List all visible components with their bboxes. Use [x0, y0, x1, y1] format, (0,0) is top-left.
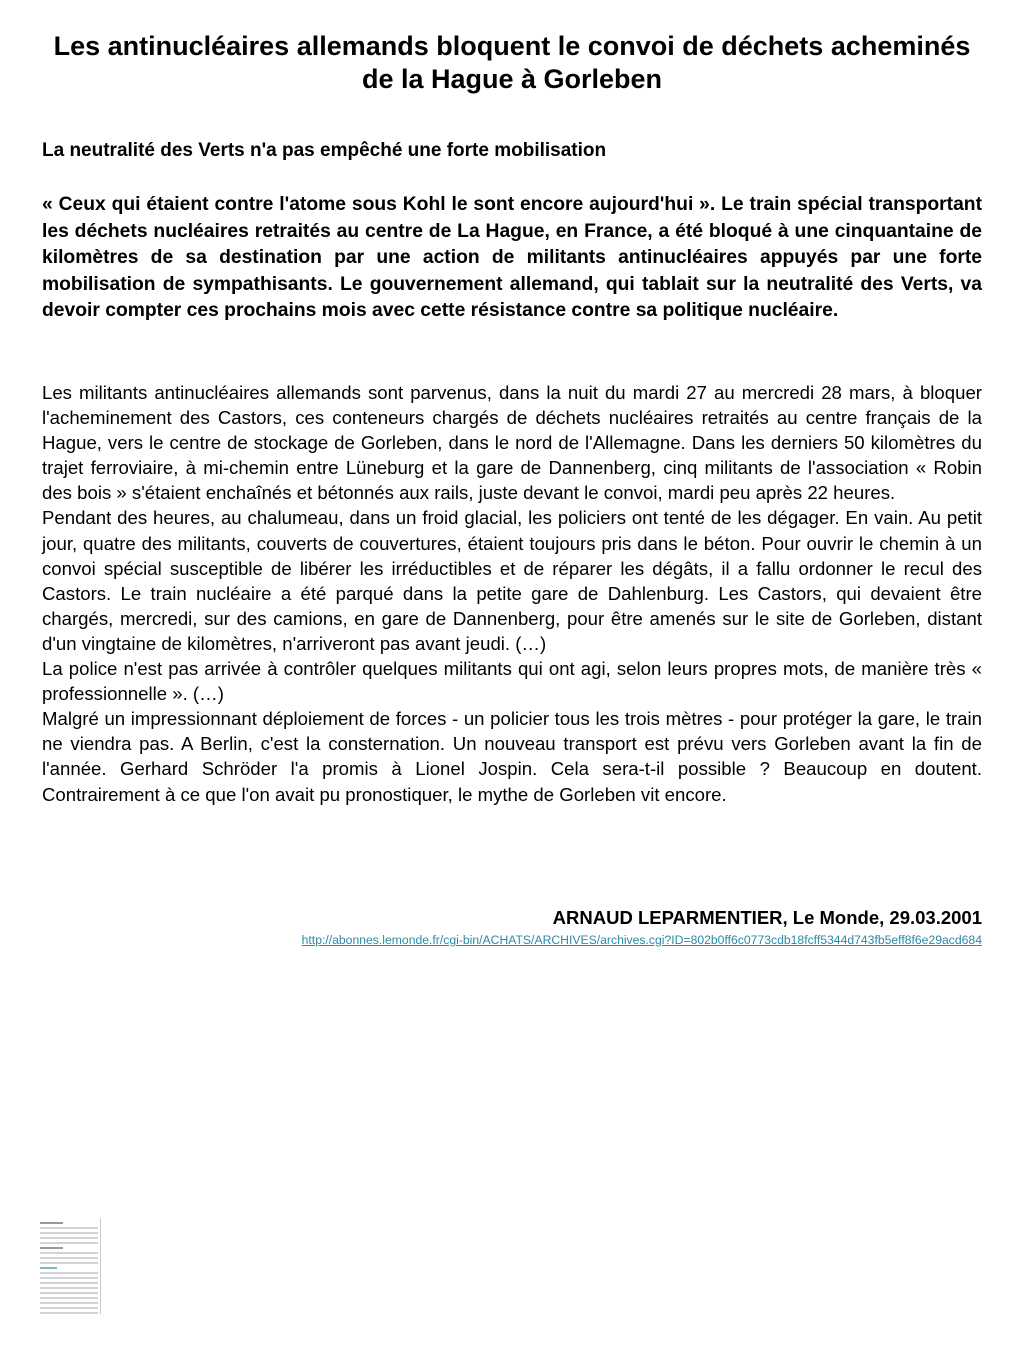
article-lead: « Ceux qui étaient contre l'atome sous Kohl le sont encore aujourd'hui ». Le train spécial transportant les déchets nucléaires retraités au centre de La Hague, en France, a été bloqué à une cinquantaine de kilomètres de sa destination par une action de militants antinucléaires appuyés par une forte mobilisation de sympathisants. Le gouvernement allemand, qui tablait sur la neutralité des Verts, va devoir compter ces prochains mois avec cette résistance contre sa politique nucléaire. [42, 194, 982, 321]
body-paragraph: La police n'est pas arrivée à contrôler quelques militants qui ont agi, selon leurs propres mots, de manière très « professionnelle ». (…) [42, 658, 982, 705]
page-thumbnail [28, 1218, 101, 1314]
thumbnail-text-lines [40, 1222, 98, 1314]
body-paragraph: Malgré un impressionnant déploiement de forces - un policier tous les trois mètres - pour protéger la gare, le train ne viendra pas. A Berlin, c'est la consternation. Un nouveau transport est prévu vers Gorleben avant la fin de l'année. Gerhard Schröder l'a promis à Lionel Jospin. Cela sera-t-il possible ? Beaucoup en doutent. Contrairement à ce que l'on avait pu pronostiquer, le mythe de Gorleben vit encore. [42, 708, 982, 805]
author-credit: ARNAUD LEPARMENTIER, Le Monde, 29.03.2001 [552, 907, 982, 928]
body-paragraph: Les militants antinucléaires allemands sont parvenus, dans la nuit du mardi 27 au mercredi 28 mars, à bloquer l'acheminement des Castors, ces conteneurs chargés de déchets nucléaires retraités au centre français de la Hague, vers le centre de stockage de Gorleben, dans le nord de l'Allemagne. Dans les derniers 50 kilomètres du trajet ferroviaire, à mi-chemin entre Lüneburg et la gare de Dannenberg, cinq militants de l'association « Robin des bois » s'étaient enchaînés et bétonnés aux rails, juste devant le convoi, mardi peu après 22 heures. [42, 382, 982, 504]
body-paragraph: Pendant des heures, au chalumeau, dans un froid glacial, les policiers ont tenté de les dégager. En vain. Au petit jour, quatre des militants, couverts de couvertures, étaient toujours pris dans le béton. Pour ouvrir le chemin à un convoi spécial susceptible de libérer les irréductibles et de réparer les dégâts, il a fallu ordonner le recul des Castors. Le train nucléaire a été parqué dans la petite gare de Dahlenburg. Les Castors, qui devaient être chargés, mercredi, sur des camions, en gare de Dannenberg, pour être amenés sur le site de Gorleben, distant d'un vingtaine de kilomètres, n'arriveront pas avant jeudi. (…) [42, 507, 982, 654]
article-title: Les antinucléaires allemands bloquent le convoi de déchets acheminés de la Hague à Gorleben [53, 31, 971, 94]
article-body [42, 380, 982, 807]
article-subtitle: La neutralité des Verts n'a pas empêché une forte mobilisation [42, 140, 607, 161]
source-link[interactable]: http://abonnes.lemonde.fr/cgi-bin/ACHATS/ARCHIVES/archives.cgi?ID=802b0ff6c0773cdb18fcff5344d743fb5eff8f6e29acd684 [301, 933, 982, 947]
